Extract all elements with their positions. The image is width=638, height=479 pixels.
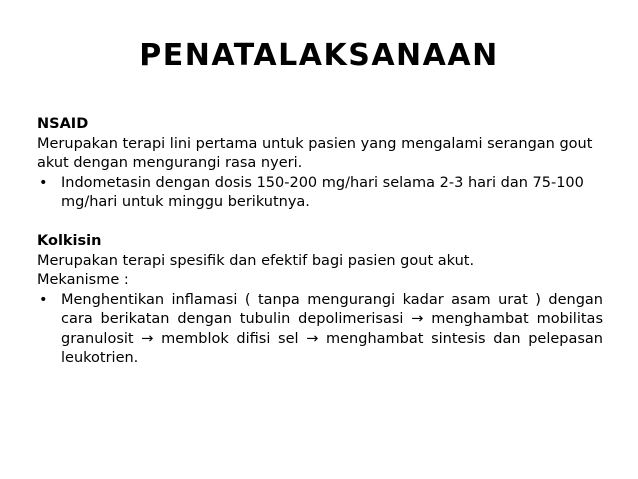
mechanism-label: Mekanisme : (37, 272, 129, 288)
nsaid-bullet-item (37, 174, 603, 213)
bullet-dot: • (39, 291, 48, 308)
nsaid-bullet-text: Indometasin dengan dosis 150-200 mg/hari selama 2-3 hari dan 75-100 mg/hari untuk minggu berikutnya. (61, 174, 584, 210)
section-spacer (37, 213, 603, 233)
kolkisin-description: Merupakan terapi spesifik dan efektif bagi pasien gout akut. (37, 252, 475, 269)
bullet-dot: • (39, 174, 48, 191)
kolkisin-heading: Kolkisin (37, 233, 102, 249)
slide-content (37, 115, 603, 369)
slide-title: PENATALAKSANAAN (139, 38, 499, 73)
nsaid-heading: NSAID (37, 116, 89, 132)
nsaid-description: Merupakan terapi lini pertama untuk pasien yang mengalami serangan gout akut dengan mengurangi rasa nyeri. (37, 135, 593, 171)
kolkisin-bullet-item (37, 291, 603, 369)
kolkisin-bullet-text: Menghentikan inflamasi ( tanpa mengurangi kadar asam urat ) dengan cara berikatan dengan tubulin depolimerisasi → menghambat mobilitas granulosit → memblok difisi sel → menghambat sintesis dan pelepasan leukotrien. (61, 291, 603, 366)
